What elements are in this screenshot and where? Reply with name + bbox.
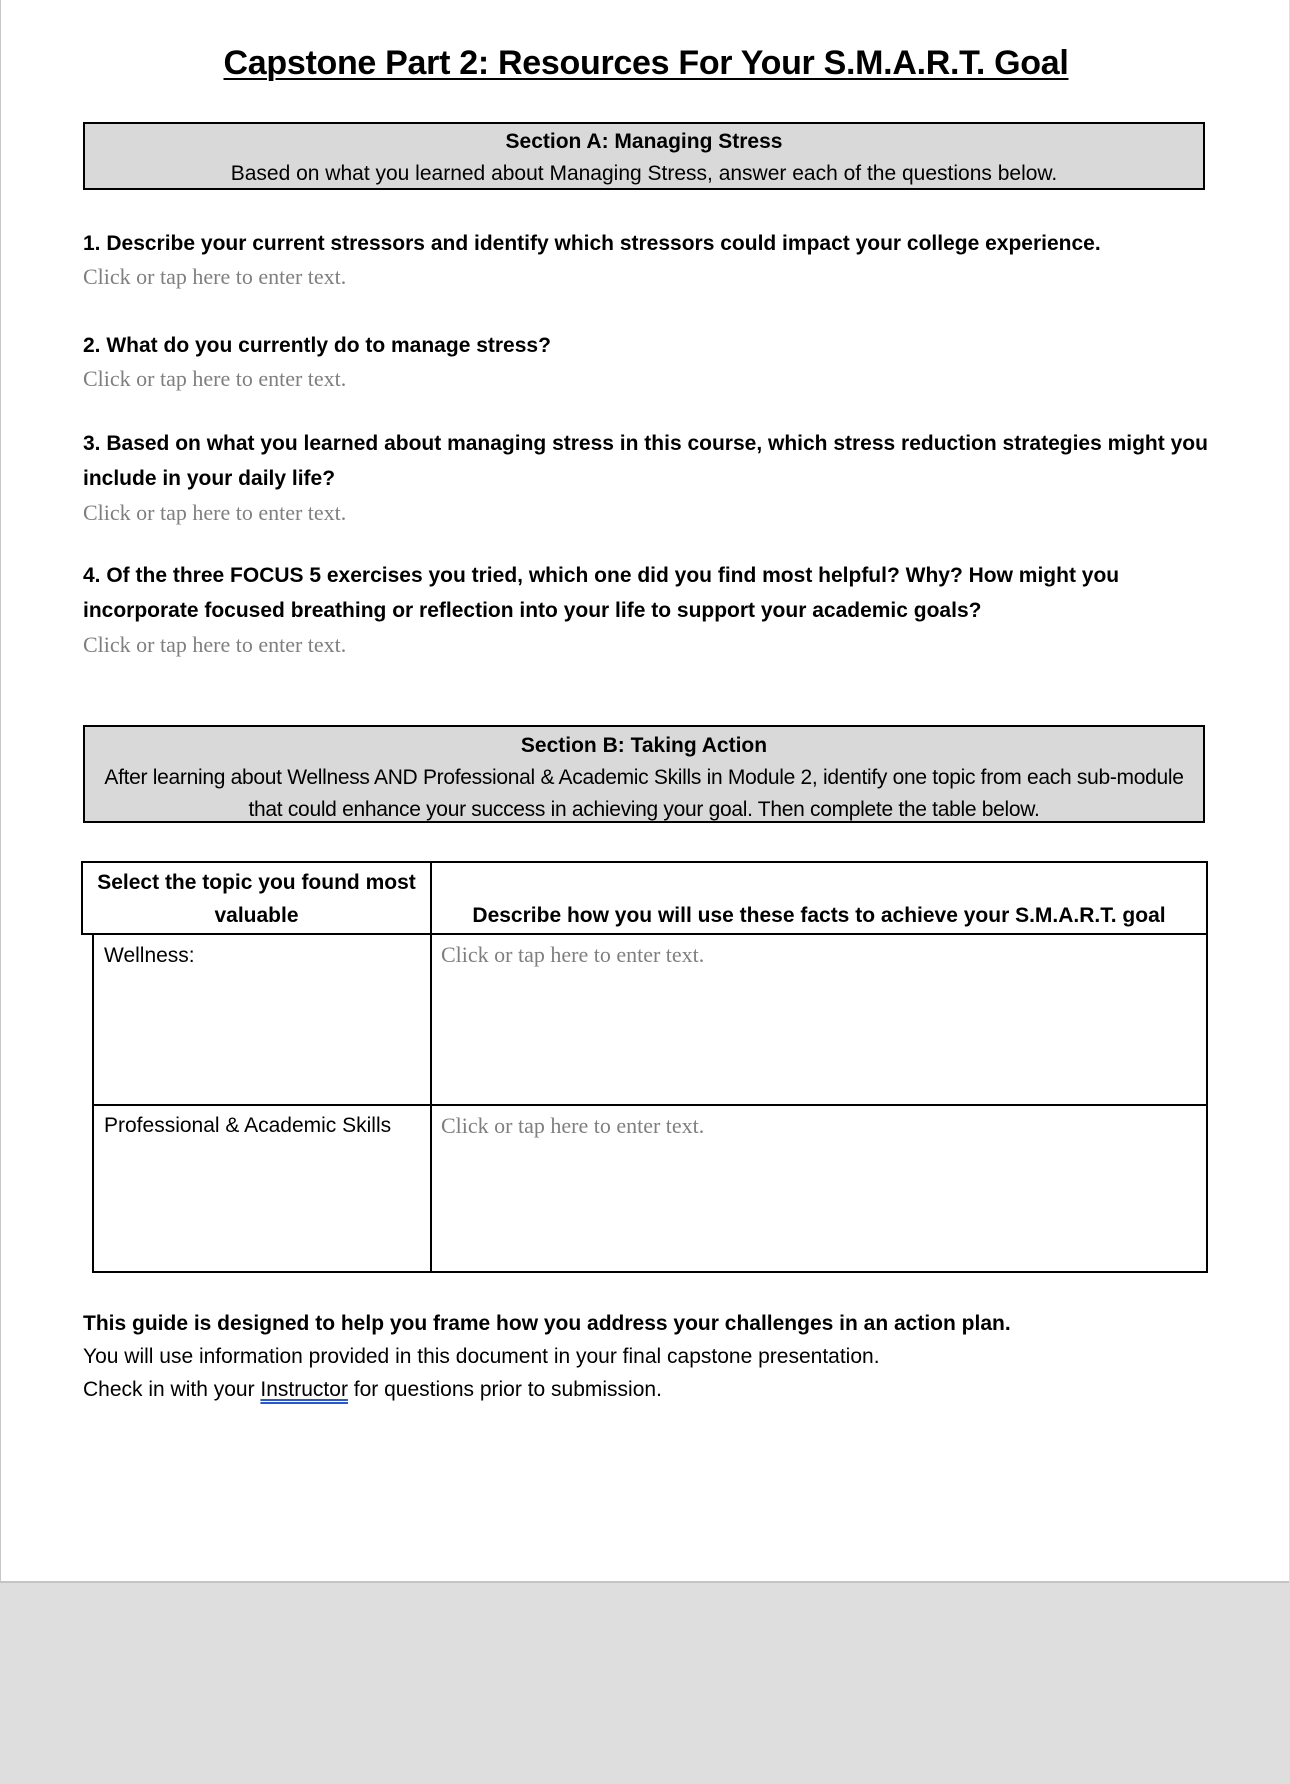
instructor-word[interactable]: Instructor — [260, 1378, 348, 1401]
answer-field-4[interactable]: Click or tap here to enter text. — [83, 632, 347, 657]
table-header-col2-label: Describe how you will use these facts to achieve your S.M.A.R.T. goal — [472, 904, 1166, 927]
section-b-heading: Section B: Taking Action — [520, 734, 768, 757]
section-a-heading: Section A: Managing Stress — [505, 130, 783, 153]
footer-line-3 — [83, 1373, 1223, 1406]
question-1: 1. Describe your current stressors and identify which stressors could impact your college experience. — [83, 232, 1101, 255]
answer-field-3[interactable]: Click or tap here to enter text. — [83, 500, 347, 525]
question-4: 4. Of the three FOCUS 5 exercises you tried, which one did you find most helpful? Why? How might you incorporate focused breathing or reflection into your life to support your academic goals? — [83, 564, 1120, 622]
footer-line-3-prefix: Check in with your — [83, 1378, 261, 1401]
table-row-1-topic: Wellness: — [104, 944, 195, 967]
footer-line-3-suffix: for questions prior to submission. — [347, 1378, 662, 1401]
table-row-2-topic: Professional & Academic Skills — [104, 1114, 392, 1137]
section-a-box — [83, 122, 1205, 190]
table-row-2-answer-field[interactable]: Click or tap here to enter text. — [441, 1113, 705, 1138]
section-a-subtitle: Based on what you learned about Managing Stress, answer each of the questions below. — [230, 162, 1058, 185]
question-3: 3. Based on what you learned about managing stress in this course, which stress reduction strategies might you include in your daily life? — [83, 432, 1208, 490]
document-title: Capstone Part 2: Resources For Your S.M.A.R.T. Goal — [223, 44, 1069, 82]
footer-line-2: You will use information provided in this document in your final capstone presentation. — [83, 1345, 880, 1368]
footer-line-1: This guide is designed to help you frame how you address your challenges in an action plan. — [83, 1312, 1011, 1335]
footer-notes — [83, 1307, 1223, 1406]
section-b-subtitle: After learning about Wellness AND Professional & Academic Skills in Module 2, identify one topic from each sub-module that could enhance your success in achieving your goal. Then complete the table below. — [104, 766, 1184, 821]
table-header-col1-label: Select the topic you found most valuable — [97, 871, 416, 927]
answer-field-2[interactable]: Click or tap here to enter text. — [83, 366, 347, 391]
section-b-box — [83, 725, 1205, 823]
answer-field-1[interactable]: Click or tap here to enter text. — [83, 264, 347, 289]
question-2: 2. What do you currently do to manage stress? — [83, 334, 551, 357]
table-row-1-answer-field[interactable]: Click or tap here to enter text. — [441, 942, 705, 967]
